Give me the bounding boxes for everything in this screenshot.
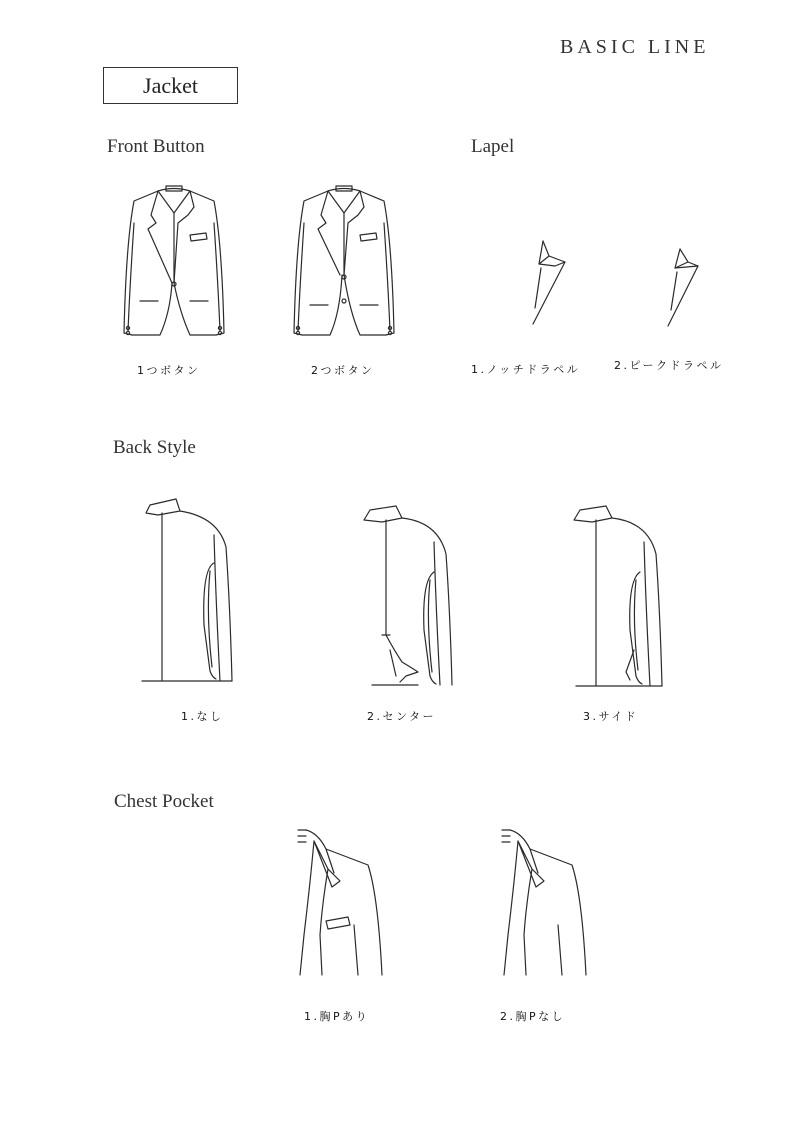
no-chest-pocket-illustration[interactable] [496, 825, 596, 980]
jacket-one-button-illustration[interactable] [118, 183, 230, 348]
page-title [103, 67, 238, 104]
caption-no-vent: 1.なし [181, 710, 224, 723]
back-style-heading: Back Style [113, 437, 196, 458]
caption-side-vent: 3.サイド [583, 710, 639, 723]
chest-pocket-illustration[interactable] [292, 825, 392, 980]
chest-pocket-heading: Chest Pocket [114, 791, 214, 812]
caption-without-chest-pocket: 2.胸Pなし [500, 1010, 566, 1023]
back-center-vent-illustration[interactable] [360, 500, 460, 690]
back-side-vent-illustration[interactable] [570, 500, 670, 690]
page-title-text: Jacket [143, 72, 198, 98]
brand-name: BASIC LINE [560, 36, 710, 58]
caption-center-vent: 2.センター [367, 710, 437, 723]
caption-notched-lapel: 1.ノッチドラペル [471, 363, 581, 376]
notched-lapel-illustration[interactable] [525, 238, 570, 330]
caption-two-button: 2つボタン [311, 364, 375, 377]
front-button-heading: Front Button [107, 136, 205, 157]
caption-with-chest-pocket: 1.胸Pあり [304, 1010, 370, 1023]
back-no-vent-illustration[interactable] [140, 495, 235, 687]
jacket-two-button-illustration[interactable] [288, 183, 400, 348]
lapel-heading: Lapel [471, 136, 515, 157]
peaked-lapel-illustration[interactable] [660, 246, 705, 331]
caption-one-button: 1つボタン [137, 364, 201, 377]
caption-peaked-lapel: 2.ピークドラペル [614, 359, 724, 372]
